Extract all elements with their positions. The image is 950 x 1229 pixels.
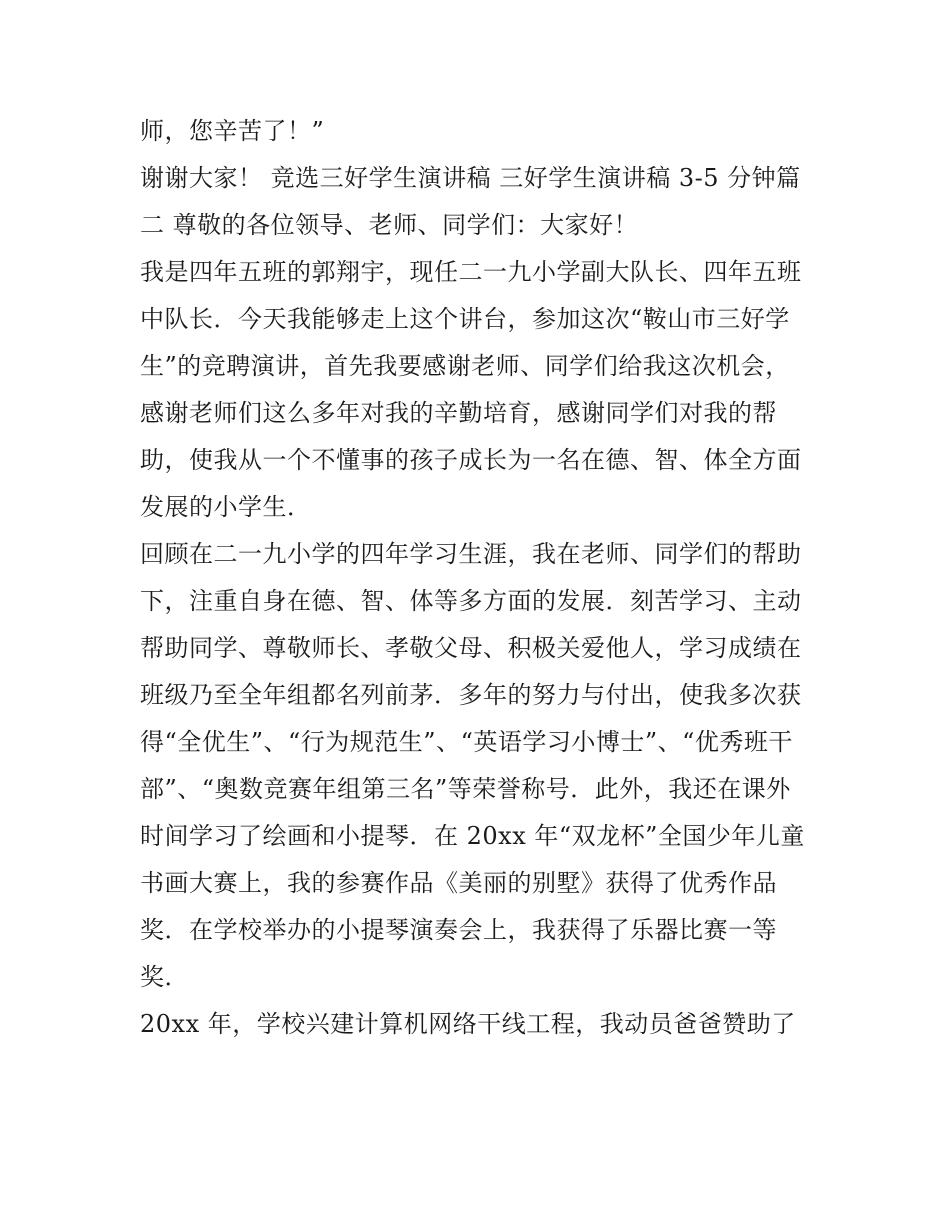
text-line-18: 奖．在学校举办的小提琴演奏会上，我获得了乐器比赛一等 <box>140 916 777 944</box>
text-line-3: 二 尊敬的各位领导、老师、同学们：大家好！ <box>140 211 639 239</box>
text-line-11: 下，注重自身在德、智、体等多方面的发展．刻苦学习、主动 <box>140 587 802 615</box>
text-line-6: 生”的竞聘演讲，首先我要感谢老师、同学们给我这次机会， <box>140 352 790 380</box>
text-line-20: 20xx 年，学校兴建计算机网络干线工程，我动员爸爸赞助了 <box>140 1010 796 1038</box>
text-line-5: 中队长．今天我能够走上这个讲台，参加这次“鞍山市三好学 <box>140 305 790 333</box>
text-line-12: 帮助同学、尊敬师长、孝敬父母、积极关爱他人，学习成绩在 <box>140 634 802 662</box>
text-line-4: 我是四年五班的郭翔宇，现任二一九小学副大队长、四年五班 <box>140 258 802 286</box>
text-line-13: 班级乃至全年组都名列前茅．多年的努力与付出，使我多次获 <box>140 681 802 709</box>
text-line-19: 奖． <box>140 963 189 991</box>
text-line-10: 回顾在二一九小学的四年学习生涯，我在老师、同学们的帮助 <box>140 540 802 568</box>
text-line-1: 师，您辛苦了！” <box>140 117 325 145</box>
text-line-7: 感谢老师们这么多年对我的辛勤培育，感谢同学们对我的帮 <box>140 399 777 427</box>
document-body <box>140 108 820 1048</box>
text-line-14: 得“全优生”、“行为规范生”、“英语学习小博士”、“优秀班干 <box>140 728 793 756</box>
text-line-17: 书画大赛上，我的参赛作品《美丽的别墅》获得了优秀作品 <box>140 869 777 897</box>
text-line-2: 谢谢大家！ 竞选三好学生演讲稿 三好学生演讲稿 3-5 分钟篇 <box>140 164 801 192</box>
text-line-9: 发展的小学生． <box>140 493 312 521</box>
text-line-15: 部”、“奥数竞赛年组第三名”等荣誉称号．此外，我还在课外 <box>140 775 791 803</box>
text-line-16: 时间学习了绘画和小提琴．在 20xx 年“双龙杯”全国少年儿童 <box>140 822 805 850</box>
text-line-8: 助，使我从一个不懂事的孩子成长为一名在德、智、体全方面 <box>140 446 802 474</box>
